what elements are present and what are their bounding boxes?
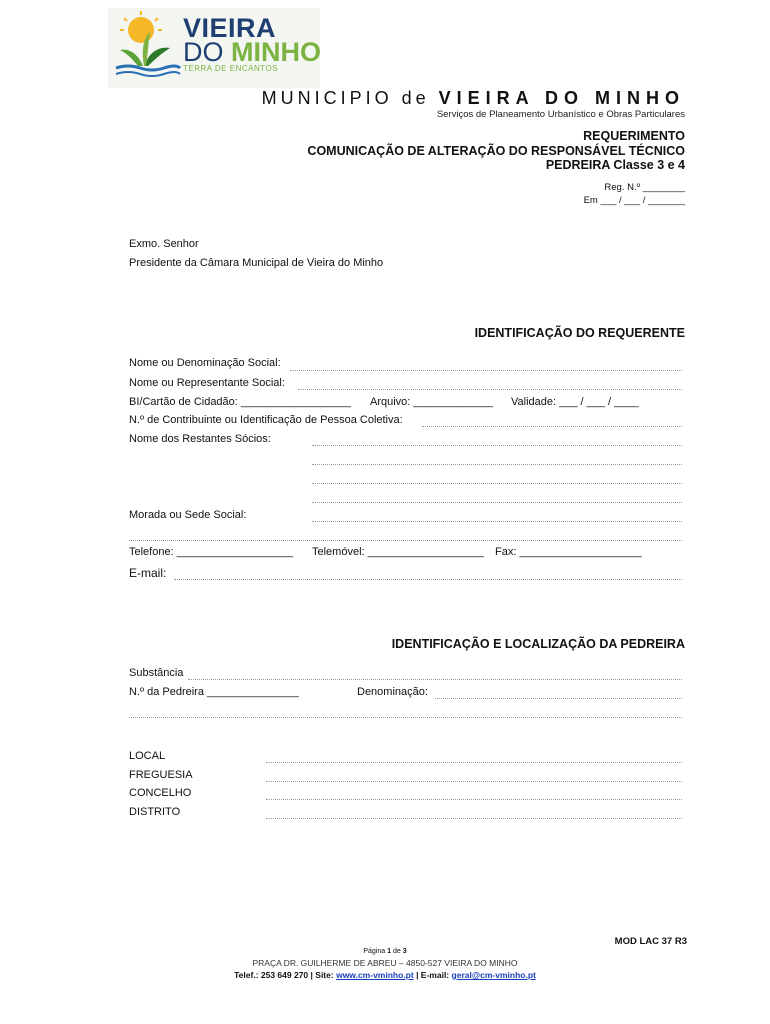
- label-distrito: DISTRITO: [129, 806, 181, 818]
- label-morada: Morada ou Sede Social:: [129, 509, 247, 521]
- footer-site-link[interactable]: www.cm-vminho.pt: [336, 970, 414, 980]
- field-morada-line2[interactable]: [129, 540, 682, 541]
- page-label: Página: [363, 948, 386, 955]
- field-nome-social[interactable]: [290, 370, 682, 371]
- footer-address: PRAÇA DR. GUILHERME DE ABREU – 4850-527 VIEIRA DO MINHO: [252, 958, 518, 968]
- registration-box: [584, 181, 685, 207]
- municipality-name: VIEIRA DO MINHO: [438, 88, 685, 108]
- logo-tagline: TERRA DE ENCANTOS: [183, 64, 279, 73]
- field-concelho[interactable]: [266, 799, 682, 800]
- form-title: [307, 129, 685, 173]
- field-nome-representante[interactable]: [298, 389, 682, 390]
- page-current: 1: [387, 948, 392, 955]
- footer-site-label: | Site:: [310, 970, 334, 980]
- field-bi-cartao[interactable]: BI/Cartão de Cidadão: __________________: [129, 396, 352, 408]
- label-contribuinte: N.º de Contribuinte ou Identificação de Pessoa Coletiva:: [129, 414, 403, 426]
- label-local: LOCAL: [129, 750, 166, 762]
- field-fax[interactable]: Fax: ____________________: [495, 546, 642, 558]
- label-nome-social: Nome ou Denominação Social:: [129, 357, 281, 369]
- form-code: MOD LAC 37 R3: [614, 936, 687, 947]
- department-name: Serviços de Planeamento Urbanístico e Obras Particulares: [436, 109, 685, 120]
- footer-contacts: [0, 970, 770, 980]
- logo-text-do-minho: [183, 38, 321, 66]
- addressee-title: Presidente da Câmara Municipal de Vieira do Minho: [129, 257, 384, 269]
- logo-text-vieira: VIEIRA: [183, 13, 277, 43]
- label-substancia: Substância: [129, 667, 184, 679]
- field-socios-line[interactable]: [312, 464, 682, 465]
- registration-date: Em ___ / ___ / _______: [583, 195, 685, 206]
- field-distrito[interactable]: [266, 818, 682, 819]
- page-of: de: [392, 948, 401, 955]
- page-number: [0, 948, 770, 955]
- label-email: E-mail:: [129, 566, 167, 580]
- registration-number: Reg. N.º ________: [604, 182, 685, 193]
- field-morada[interactable]: [312, 521, 682, 522]
- salutation: Exmo. Senhor: [129, 238, 199, 250]
- footer-email-link[interactable]: geral@cm-vminho.pt: [451, 970, 536, 980]
- field-local[interactable]: [266, 762, 682, 763]
- label-nome-representante: Nome ou Representante Social:: [129, 377, 285, 389]
- section-title-requerente: IDENTIFICAÇÃO DO REQUERENTE: [474, 326, 685, 340]
- field-n-pedreira[interactable]: N.º da Pedreira _______________: [129, 686, 299, 698]
- section-title-pedreira: IDENTIFICAÇÃO E LOCALIZAÇÃO DA PEDREIRA: [391, 637, 685, 651]
- field-validade[interactable]: Validade: ___ / ___ / ____: [511, 396, 639, 408]
- form-title-line2: COMUNICAÇÃO DE ALTERAÇÃO DO RESPONSÁVEL TÉCNICO: [307, 143, 685, 158]
- field-arquivo[interactable]: Arquivo: _____________: [370, 396, 493, 408]
- field-socios-line[interactable]: [312, 502, 682, 503]
- label-socios: Nome dos Restantes Sócios:: [129, 433, 271, 445]
- field-freguesia[interactable]: [266, 781, 682, 782]
- footer-phone: Telef.: 253 649 270: [234, 970, 309, 980]
- logo-text-minho: MINHO: [231, 37, 322, 67]
- logo-text-do: DO: [183, 37, 224, 67]
- field-email[interactable]: [174, 579, 682, 580]
- field-denominacao[interactable]: [435, 698, 682, 699]
- page-total: 3: [402, 948, 407, 955]
- field-substancia[interactable]: [188, 679, 682, 680]
- field-telefone[interactable]: Telefone: ___________________: [129, 546, 293, 558]
- label-denominacao: Denominação:: [357, 686, 428, 698]
- form-title-line3: PEDREIRA Classe 3 e 4: [545, 158, 685, 172]
- label-freguesia: FREGUESIA: [129, 769, 193, 781]
- field-denominacao-line2[interactable]: [129, 717, 682, 718]
- municipality-prefix: MUNICIPIO de: [261, 88, 430, 108]
- field-socios-line[interactable]: [312, 445, 682, 446]
- label-concelho: CONCELHO: [129, 787, 192, 799]
- form-title-line1: REQUERIMENTO: [583, 129, 685, 143]
- footer-email-label: | E-mail:: [416, 970, 450, 980]
- field-socios-line[interactable]: [312, 483, 682, 484]
- field-contribuinte[interactable]: [422, 426, 682, 427]
- municipality-heading: [262, 88, 685, 109]
- field-telemovel[interactable]: Telemóvel: ___________________: [312, 546, 484, 558]
